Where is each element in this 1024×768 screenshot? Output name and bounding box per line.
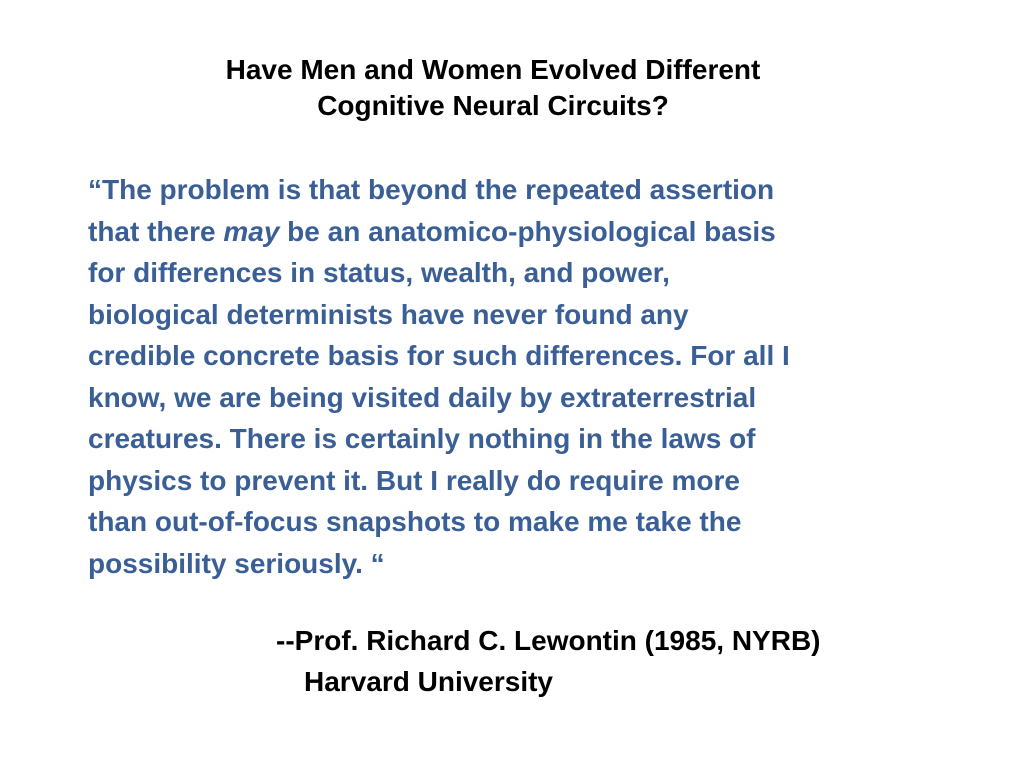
attribution [276, 620, 996, 702]
quote-line-2 [88, 211, 988, 253]
quote-block [88, 169, 988, 584]
quote-line-1: “The problem is that beyond the repeated assertion [88, 174, 775, 205]
title-line-2: Cognitive Neural Circuits? [317, 90, 669, 121]
quote-emphasis-may: may [223, 215, 280, 247]
title-line-1: Have Men and Women Evolved Different [225, 54, 761, 85]
quote-line-6: know, we are being visited daily by extraterrestrial [88, 381, 757, 413]
quote-line-9: than out-of-focus snapshots to make me take the [88, 506, 742, 537]
quote-line-7: creatures. There is certainly nothing in the laws of [88, 423, 756, 454]
quote-line-3: for differences in status, wealth, and power, [88, 257, 670, 288]
quote-line-2-end: be an anatomico-physiological basis [279, 215, 776, 247]
quote-line-10: possibility seriously. “ [88, 547, 385, 579]
attribution-affiliation: Harvard University [304, 666, 554, 697]
slide-title [0, 52, 986, 124]
attribution-author: --Prof. Richard C. Lewontin (1985, NYRB) [276, 625, 821, 656]
quote-line-8: physics to prevent it. But I really do require more [88, 464, 740, 496]
quote-line-4: biological determinists have never found any [88, 298, 689, 330]
quote-line-5: credible concrete basis for such differences. For all I [88, 340, 790, 371]
quote-line-2-start: that there [88, 215, 224, 247]
